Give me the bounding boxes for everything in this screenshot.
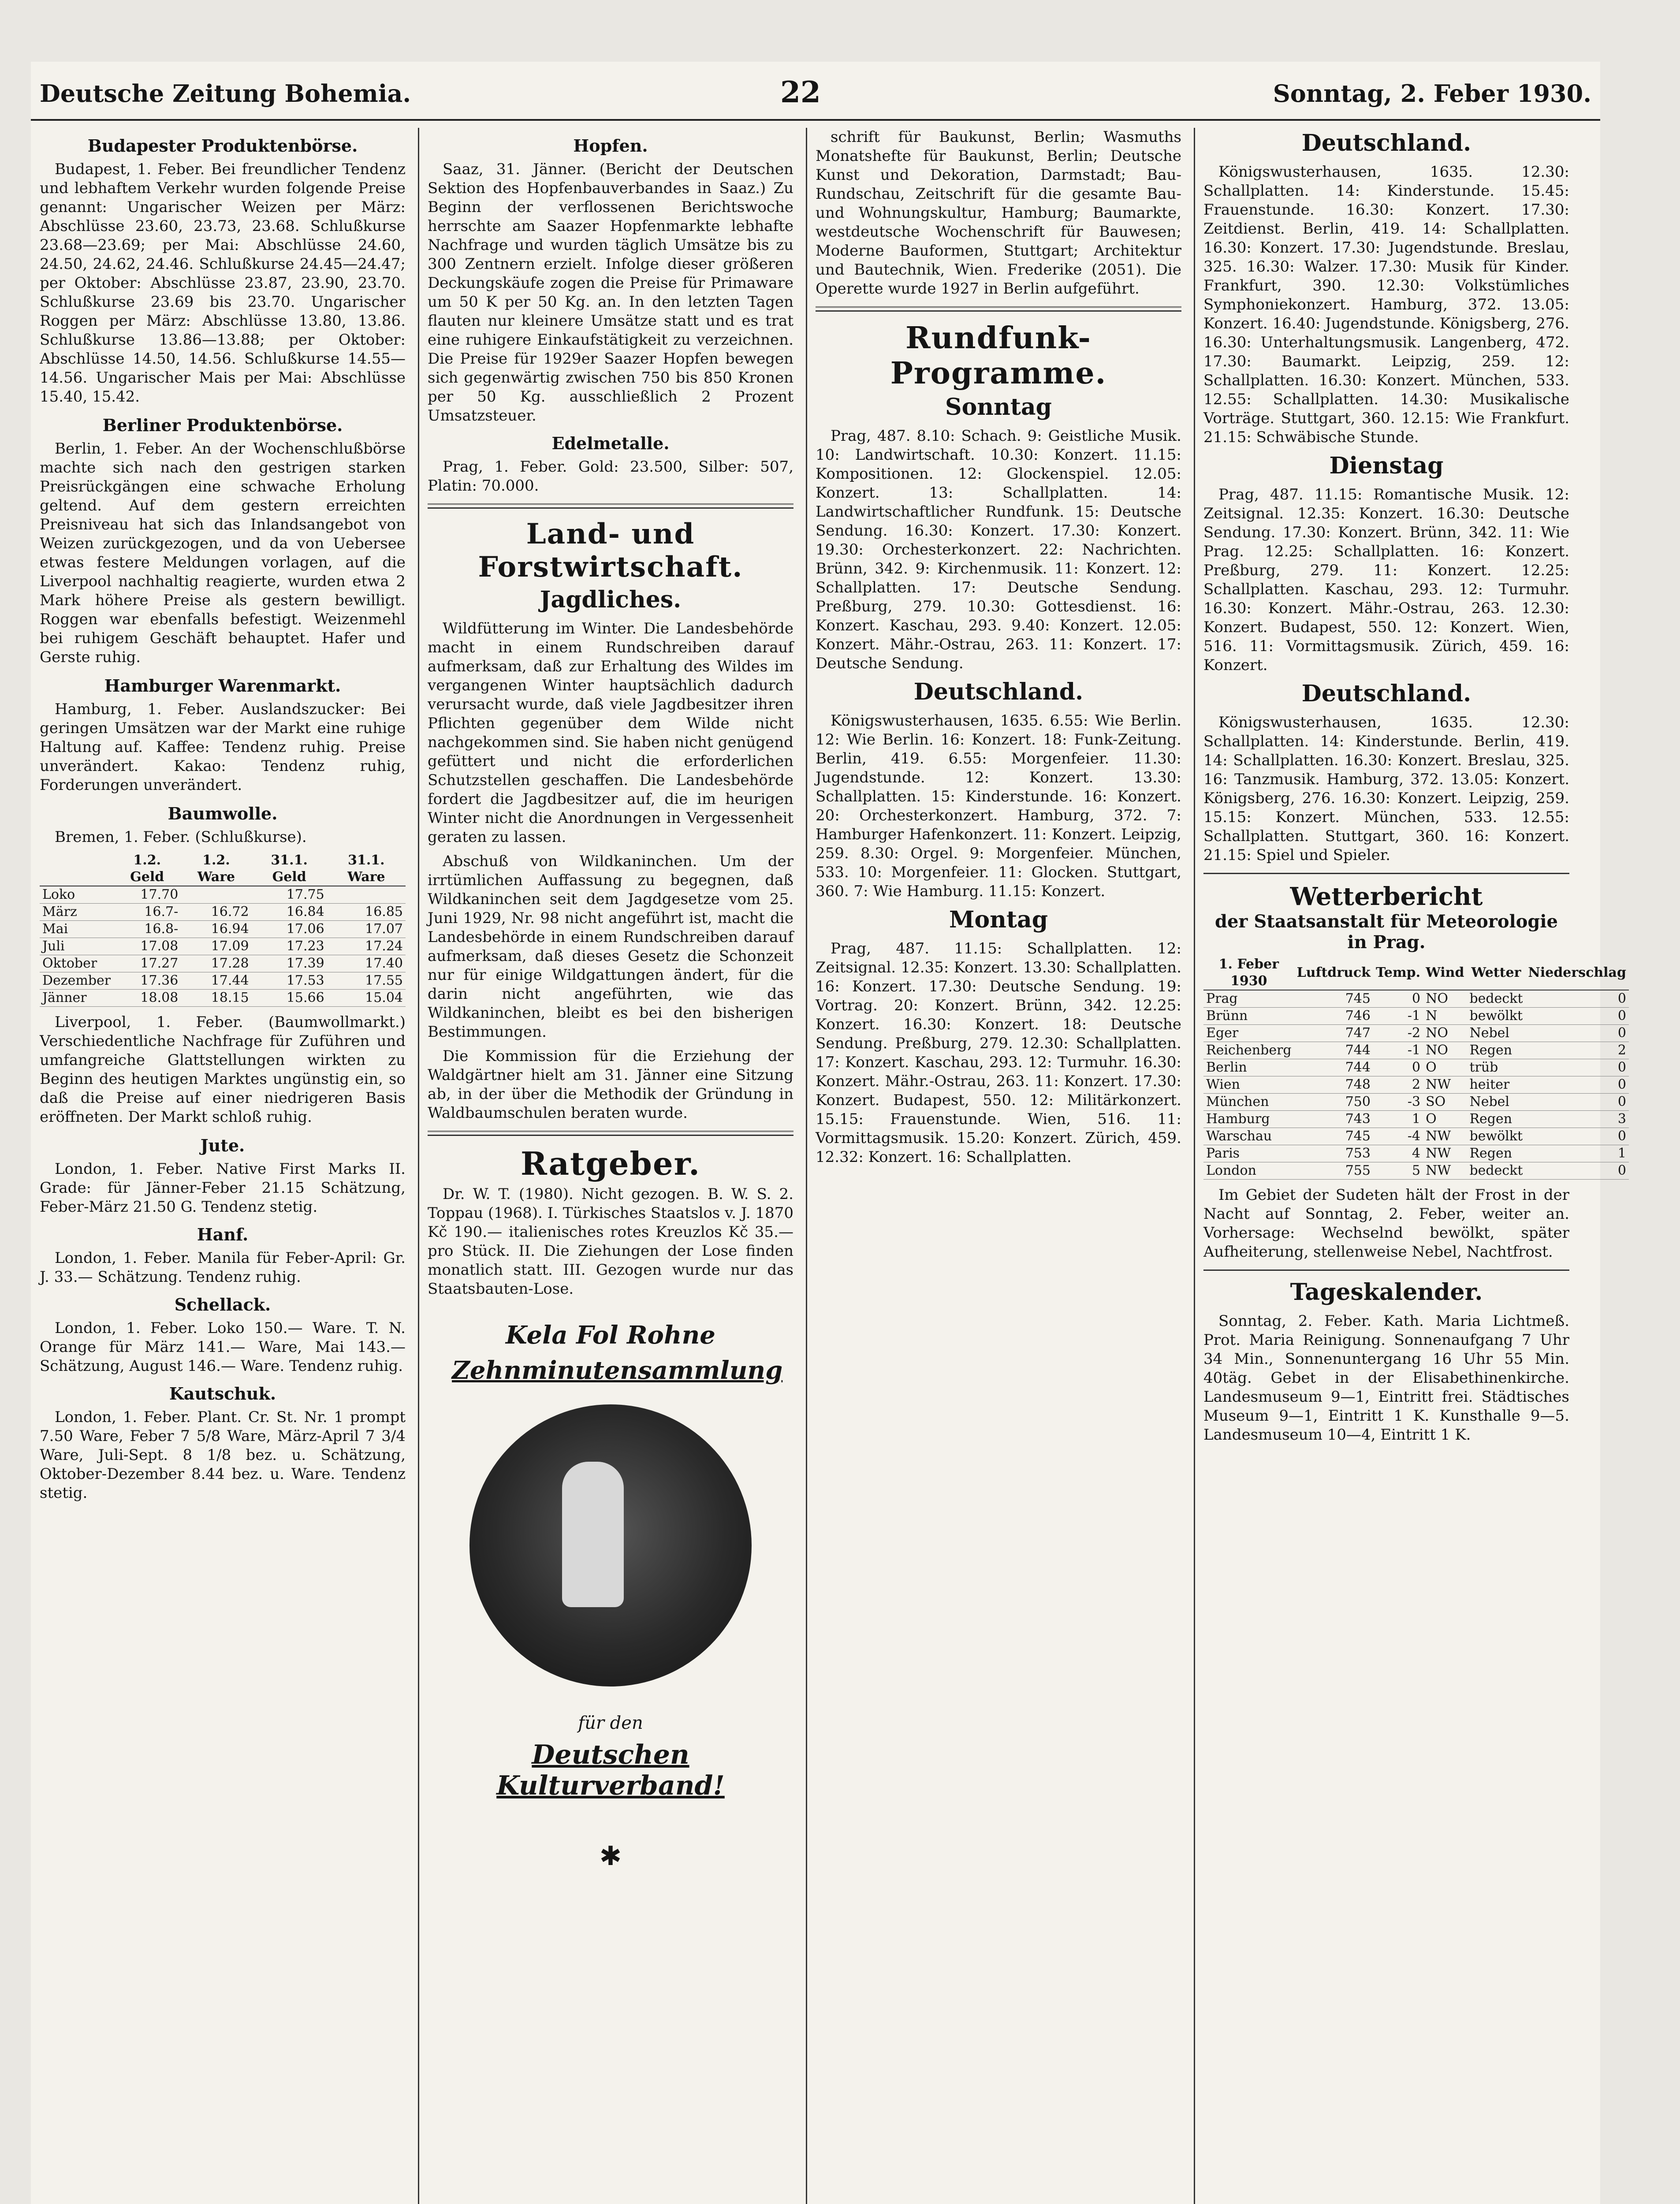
table-cell: 17.27 [113,955,181,972]
table-cell: 745 [1294,990,1373,1008]
table-cell: 745 [1294,1128,1373,1145]
table-cell: 744 [1294,1059,1373,1076]
section-divider [816,306,1181,312]
table-cell: 0 [1525,990,1629,1008]
table-cell: 0 [1373,990,1423,1008]
asterisk-ornament: ✱ [599,1841,622,1872]
subsection-heading: Deutschland. [913,678,1084,705]
page-header [31,62,1600,121]
table-cell: Warschau [1203,1128,1294,1145]
table-row [40,938,406,955]
table-cell: 0 [1525,1162,1629,1180]
table-cell: trüb [1467,1059,1525,1076]
subsection-heading: Deutschland. [1301,130,1471,156]
section-divider [1203,1270,1569,1271]
table-cell: 0 [1525,1025,1629,1042]
table-cell: 17.36 [113,972,181,990]
article-text: Bremen, 1. Feber. (Schlußkurse). [55,828,307,846]
ad-text: für den [578,1713,643,1733]
table-cell: O [1423,1059,1467,1076]
table-cell: 747 [1294,1025,1373,1042]
table-cell: bedeckt [1467,1162,1525,1180]
table-cell: 15.04 [327,990,406,1007]
table-cell: 4 [1373,1145,1423,1162]
subsection-heading: Montag [949,906,1048,933]
section-title: Edelmetalle. [551,433,670,453]
walking-figure-illustration [562,1462,624,1607]
table-cell: -2 [1373,1025,1423,1042]
table-row [1203,1094,1629,1111]
table-cell: 755 [1294,1162,1373,1180]
market-report [40,1136,406,1503]
article-text: Berlin, 1. Feber. An der Wochenschlußbörse machte sich nach den gestrigen starken Preisrückgängen eine schwache Erholung geltend. Auf dem gestern erreichten Preisniveau hat sich das Inlandsangebot von Weizen zurückgezogen, und da von Ueberseе etwas festere Meldungen vorlagen, auf die Liverpool nachhaltig reagierte, wurden etwa 2 Mark höhere Preise als gestern bewilligt. Roggen war ebenfalls befestigt. Weizenmehl bei ruhigem Geschäft behauptet. Hafer und Gerste ruhig. [40,440,406,666]
table-cell: NW [1423,1128,1467,1145]
table-row [1203,1111,1629,1128]
table-cell: 17.55 [327,972,406,990]
table-cell: 17.08 [113,938,181,955]
radio-schedule: Prag, 487. 8.10: Schach. 9: Geistliche Musik. 10: Landwirtschaft. 10.30: Konzert. 11.15: Kompositionen. 12: Glockenspiel. 12.05: Konzert. 13: Schallplatten. 14: Landwirtschaftlicher Rundfunk. 15: Deutsche Sendung. 16.30: Konzert. 17.30: Konzert. 19.30: Orchesterkonzert. 22: Nachrichten. Brünn, 342. 9: Kirchenmusik. 11: Konzert. 12: Schallplatten. 17: Deutsche Sendung. Preßburg, 279. 10.30: Gottesdienst. 16: Konzert. Kaschau, 293. 9.40: Konzert. 12.05: Konzert. Mähr.-Ostrau, 263. 11: Konzert. 17: Deutsche Sendung. [816,427,1181,672]
table-cell: Oktober [40,955,113,972]
subsection-heading: Sonntag [945,394,1052,421]
table-header: Luftdruck [1294,956,1373,990]
table-cell: NO [1423,1042,1467,1059]
article-text: London, 1. Feber. Loko 150.— Ware. T. N. Orange für März 141.— Ware, Mai 143.— Schätzung, August 146.— Ware. Tendenz ruhig. [40,1319,406,1375]
table-cell: 746 [1294,1008,1373,1025]
article-text: London, 1. Feber. Native First Marks II. Grade: für Jänner-Feber 21.15 Schätzung, Feber-März 21.50 G. Tendenz stetig. [40,1160,406,1216]
section-heading: Rundfunk-Programme. [890,320,1107,391]
weather-report-title: Wetterbericht [1290,882,1483,911]
table-row [1203,1042,1629,1059]
table-row [1203,1025,1629,1042]
table-cell: 1 [1525,1145,1629,1162]
table-header: 1. Feber 1930 [1203,956,1294,990]
section-divider [428,1131,793,1136]
table-cell: 16.72 [181,904,251,921]
table-cell: 17.09 [181,938,251,955]
section-title: Hanf. [197,1225,249,1244]
table-cell: 16.84 [252,904,327,921]
table-cell: 5 [1373,1162,1423,1180]
table-row [40,886,406,904]
table-cell: 16.94 [181,921,251,938]
table-cell: N [1423,1008,1467,1025]
table-row [1203,1162,1629,1180]
table-cell: heiter [1467,1076,1525,1094]
table-cell: Regen [1467,1145,1525,1162]
ad-text: Kela Fol Rohne [506,1321,715,1350]
table-cell: SO [1423,1094,1467,1111]
table-cell: Reichenberg [1203,1042,1294,1059]
table-header-row [40,852,406,886]
section-title: Kautschuk. [169,1384,276,1404]
section-title: Hopfen. [573,136,648,156]
newspaper-page [31,62,1626,2204]
table-row [40,990,406,1007]
article-text: Saaz, 31. Jänner. (Bericht der Deutschen Sektion des Hopfenbauverbandes in Saaz.) Zu Beginn der verflossenen Berichtswoche herrschte am Saazer Hopfenmarkte lebhafte Nachfrage und wurden täglich Umsätze bis zu 300 Zentnern erzielt. Infolge dieser größeren Deckungskäufe zogen die Preise für Primaware um 50 K per 50 Kg. an. In den letzten Tagen flauten nur kleinere Umsätze statt und es trat eine ruhigere Einkaufstätigkeit zu verzeichnen. Die Preise für 1929er Saazer Hopfen bewegen sich gegenwärtig zwischen 750 bis 850 Kronen per 50 Kg. ausschließlich 2 Prozent Umsatzsteuer. [428,160,793,424]
article-text: Wildfütterung im Winter. Die Landesbehörde macht in einem Rundschreiben darauf aufmerksam, daß zur Erhaltung des Wildes im vergangenen Winter hauptsächlich dadurch verursacht wurde, daß viele Jagdbesitzer ihren Pflichten gegenüber dem Wilde nicht nachgekommen sind. Sie haben nicht genügend gefüttert und nicht die erforderlichen Schutzstellen geschaffen. Die Landesbehörde fordert die Jagdbesitzer auf, die im heurigen Winter nicht die Anordnungen in Vergessenheit geraten zu lassen. [428,620,793,846]
market-report [40,136,406,406]
table-cell: 750 [1294,1094,1373,1111]
ad-text: Zehnminutensammlung [452,1356,783,1385]
market-report [40,676,406,795]
column-radio [816,128,1181,2204]
table-row [1203,1008,1629,1025]
table-cell: NO [1423,990,1467,1008]
table-cell: 0 [1373,1059,1423,1076]
table-cell: 17.06 [252,921,327,938]
column-radio-weather [1203,128,1626,2204]
article-text: Liverpool, 1. Feber. (Baumwollmarkt.) Verschiedentliche Nachfrage für Zuführen und umfangreiche Glattstellungen wirkten zu Beginn des heutigen Marktes ungünstig ein, so daß die Preise auf einer niedrigeren Basis eröffneten. Der Markt schloß ruhig. [40,1013,406,1126]
table-row [1203,1076,1629,1094]
table-header: 31.1. Geld [252,852,327,886]
table-cell: NW [1423,1076,1467,1094]
table-cell: 2 [1525,1042,1629,1059]
table-cell: 0 [1525,1008,1629,1025]
table-cell: NO [1423,1025,1467,1042]
table-cell: NW [1423,1162,1467,1180]
table-header: 1.2. Geld [113,852,181,886]
table-cell: 748 [1294,1076,1373,1094]
column-markets [40,128,406,2204]
table-row [1203,1059,1629,1076]
kulturverband-advertisement [452,1316,783,1836]
subsection-heading: Deutschland. [1301,680,1471,707]
article-text: Abschuß von Wildkaninchen. Um der irrtümlichen Auffassung zu begegnen, daß Wildkaninchen seit dem Jagdgesetze vom 25. Juni 1929, Nr. 98 nicht angeführt ist, macht die Landesbehörde in einem Rundschreiben darauf aufmerksam, daß dieses Gesetz die Schonzeit nur für einige Wildgattungen ändert, für die darin nicht angeführten, wie das Wildkaninchen, bleibt es bei den bisherigen Bestimmungen. [428,853,793,1041]
table-cell: Jänner [40,990,113,1007]
section-title: Schellack. [174,1295,271,1314]
table-row [40,904,406,921]
table-cell: bedeckt [1467,990,1525,1008]
table-cell: Prag [1203,990,1294,1008]
table-row [1203,1128,1629,1145]
newspaper-name: Deutsche Zeitung Bohemia. [40,79,411,108]
ad-text: Deutschen Kulturverband! [496,1739,725,1801]
column-rule [418,128,419,2204]
table-cell: Nebel [1467,1025,1525,1042]
cotton-price-table [40,852,406,1007]
table-cell: 17.40 [327,955,406,972]
article-text: Budapest, 1. Feber. Bei freundlicher Tendenz und lebhaftem Verkehr wurden folgende Preise genannt: Ungarischer Weizen per März: Abschlüsse 23.60, 23.73, 23.68. Schlußkurse 23.68—23.69; per Mai: Abschlüsse 24.60, 24.50, 24.62, 24.46. Schlußkurse 24.45—24.47; per Oktober: Abschlüsse 23.87, 23.90, 23.70. Schlußkurse 23.69 bis 23.70. Ungarischer Roggen per März: Abschlüsse 13.80, 13.86. Schlußkurse 13.86—13.88; per Oktober: Abschlüsse 14.50, 14.56. Schlußkurse 14.55—14.56. Ungarischer Mais per Mai: Abschlüsse 15.40, 15.42. [40,160,406,406]
table-cell: O [1423,1111,1467,1128]
section-title: Jute. [200,1136,245,1155]
table-header: 31.1. Ware [327,852,406,886]
table-cell: 17.28 [181,955,251,972]
table-cell: -1 [1373,1042,1423,1059]
table-cell: Hamburg [1203,1111,1294,1128]
radio-schedule: Königswusterhausen, 1635. 12.30: Schallplatten. 14: Kinderstunde. 15.45: Frauenstunde. 16.30: Konzert. 17.30: Zeitdienst. Berlin, 419. 14: Schallplatten. 16.30: Konzert. 17.30: Jugendstunde. Breslau, 325. 16.30: Walzer. 17.30: Musik für Kinder. Frankfurt, 390. 12.30: Volkstümliches Symphoniekonzert. Hamburg, 372. 13.05: Konzert. 16.40: Jugendstunde. Königsberg, 276. 16.30: Unterhaltungsmusik. Langenberg, 472. 17.30: Baumarkt. Leipzig, 259. 12: Schallplatten. 16.30: Konzert. München, 533. 12.55: Schallplatten. 14.30: Musikalische Vorträge. Stuttgart, 360. 12.15: Wie Frankfurt. 21.15: Schwäbische Stunde. [1203,163,1569,446]
section-heading: Ratgeber. [520,1145,701,1182]
radio-schedule: Königswusterhausen, 1635. 12.30: Schallplatten. 14: Kinderstunde. Berlin, 419. 14: Schallplatten. 16.30: Konzert. Breslau, 325. 16: Tanzmusik. Hamburg, 372. 13.05: Konzert. Königsberg, 276. 16.30: Konzert. Leipzig, 259. 15.15: Konzert. München, 533. 12.55: Schallplatten. Stuttgart, 360. 16: Konzert. 21.15: Spiel und Spieler. [1203,714,1569,864]
table-header: 1.2. Ware [181,852,251,886]
table-cell: 17.75 [252,886,327,904]
table-cell: Regen [1467,1042,1525,1059]
table-cell: 17.07 [327,921,406,938]
table-cell: 0 [1525,1128,1629,1145]
table-header [40,852,113,886]
table-row [40,972,406,990]
page-number: 22 [780,75,821,109]
table-cell: Nebel [1467,1094,1525,1111]
table-row [40,921,406,938]
table-cell: Paris [1203,1145,1294,1162]
table-cell: Berlin [1203,1059,1294,1076]
market-report [40,804,406,1127]
article-text: London, 1. Feber. Plant. Cr. St. Nr. 1 prompt 7.50 Ware, Feber 7 5/8 Ware, März-April 7 3/4 Ware, Juli-Sept. 8 1/8 bez. u. Schätzung, Oktober-Dezember 8.44 bez. u. Ware. Tendenz stetig. [40,1408,406,1502]
table-cell [327,886,406,904]
calendar-text: Sonntag, 2. Feber. Kath. Maria Lichtmeß. Prot. Maria Reinigung. Sonnenaufgang 7 Uhr 34 Min., Sonnenuntergang 16 Uhr 55 Min. 40täg. Gebet in der Elisabethinenkirche. Landesmuseum 9—1, Eintritt frei. Städtisches Museum 9—1, Eintritt 1 K. Kunsthalle 9—5. Landesmuseum 10—4, Eintritt 1 K. [1203,1312,1569,1444]
table-cell: 0 [1525,1059,1629,1076]
table-cell: Dezember [40,972,113,990]
table-cell: Regen [1467,1111,1525,1128]
table-cell: 744 [1294,1042,1373,1059]
table-cell: München [1203,1094,1294,1111]
table-cell: 16.8- [113,921,181,938]
section-divider [428,503,793,509]
table-row [1203,1145,1629,1162]
table-cell [181,886,251,904]
table-cell: -4 [1373,1128,1423,1145]
table-cell: 16.85 [327,904,406,921]
radio-schedule: Königswusterhausen, 1635. 6.55: Wie Berlin. 12: Wie Berlin. 16: Konzert. 18: Funk-Zeitung. Berlin, 419. 6.55: Morgenfeier. 11.30: Jugendstunde. 12: Konzert. 13.30: Schallplatten. 15: Kinderstunde. 16: Konzert. 20: Orchesterkonzert. Hamburg, 372. 7: Hamburger Hafenkonzert. 11: Konzert. Leipzig, 259. 8.30: Orgel. 9: Morgenfeier. München, 533. 10: Morgenfeier. 11: Glocken. Stuttgart, 360. 7: Wie Hamburg. 11.15: Konzert. [816,712,1181,900]
article-text: Die Kommission für die Erziehung der Waldgärtner hielt am 31. Jänner eine Sitzung ab, in der über die Methodik der Gründung in Waldbaumschulen beraten wurde. [428,1047,793,1122]
table-cell: Brünn [1203,1008,1294,1025]
table-row [1203,990,1629,1008]
table-header-row [1203,956,1629,990]
table-cell: 15.66 [252,990,327,1007]
table-header: Wetter [1467,956,1525,990]
table-cell: 0 [1525,1094,1629,1111]
table-cell: Eger [1203,1025,1294,1042]
table-cell: London [1203,1162,1294,1180]
table-cell: 17.23 [252,938,327,955]
table-cell: 18.08 [113,990,181,1007]
table-cell: -3 [1373,1094,1423,1111]
column-hops-agriculture [428,128,793,2204]
table-cell: Wien [1203,1076,1294,1094]
table-cell: 753 [1294,1145,1373,1162]
weather-report-subtitle: der Staatsanstalt für Meteorologie in Prag. [1215,911,1558,953]
table-header: Wind [1423,956,1467,990]
section-title: Baumwolle. [168,804,278,823]
subsection-heading: Tageskalender. [1290,1279,1483,1306]
subsection-heading: Jagdliches. [540,586,682,613]
column-rule [1194,128,1195,2204]
table-header: Niederschlag [1525,956,1629,990]
table-cell: 17.24 [327,938,406,955]
section-divider [1203,873,1569,874]
article-text: Hamburg, 1. Feber. Auslandszucker: Bei geringen Umsätzen war der Markt eine ruhige Haltung auf. Kaffee: Tendenz ruhig. Preise unverändert. Kakao: Tendenz ruhig, Forderungen unverändert. [40,700,406,794]
table-row [40,955,406,972]
article-text: Dr. W. T. (1980). Nicht gezogen. B. W. S. 2. Toppau (1968). I. Türkisches Staatslos v. J. 1870 Kč 190.— italienisches rotes Kreuzlos Kč 35.— pro Stück. II. Die Ziehungen der Lose finden monatlich statt. III. Gezogen wurde nur das Staatsbauten-Lose. [428,1185,793,1298]
section-title: Berliner Produktenbörse. [102,415,343,435]
section-title: Budapester Produktenbörse. [87,136,358,156]
table-cell: bewölkt [1467,1008,1525,1025]
article-text: Prag, 1. Feber. Gold: 23.500, Silber: 507, Platin: 70.000. [428,458,793,495]
radio-schedule: Prag, 487. 11.15: Romantische Musik. 12: Zeitsignal. 12.35: Konzert. 16.30: Deutsche Sendung. 17.30: Konzert. Brünn, 342. 11: Wie Prag. 12.25: Schallplatten. 16: Konzert. Preßburg, 279. 11: Konzert. 12.25: Schallplatten. Kaschau, 293. 12: Turmuhr. 16.30: Konzert. Mähr.-Ostrau, 263. 12.30: Konzert. Budapest, 550. 12: Konzert. Wien, 516. 11: Vormittagsmusik. Zürich, 459. 16: Konzert. [1203,486,1569,674]
radio-schedule: Prag, 487. 11.15: Schallplatten. 12: Zeitsignal. 12.35: Konzert. 13.30: Schallplatten. 16: Konzert. 17.30: Deutsche Sendung. 19: Vortrag. 20: Konzert. Brünn, 342. 12.25: Konzert. 16.30: Konzert. 18: Deutsche Sendung. Preßburg, 279. 12.30: Schallplatten. 17: Konzert. Kaschau, 293. 12: Turmuhr. 16.30: Konzert. Mähr.-Ostrau, 263. 11: Konzert. 17.30: Konzert. Budapest, 550. 12: Militärkonzert. 15.15: Frauenstunde. Wien, 516. 11: Vormittagsmusik. 15.20: Konzert. Zürich, 459. 12.32: Konzert. 16: Schallplatten. [816,940,1181,1166]
table-cell: 17.70 [113,886,181,904]
table-cell: Mai [40,921,113,938]
table-cell: 18.15 [181,990,251,1007]
table-cell: NW [1423,1145,1467,1162]
article-text: schrift für Baukunst, Berlin; Wasmuths Monatshefte für Baukunst, Berlin; Deutsche Kunst und Dekoration, Darmstadt; Bau-Rundschau, Zeitschrift für die gesamte Bau- und Wohnungskultur, Hamburg; Baumarkte, westdeutsche Wochenschrift für Bauwesen; Moderne Bauformen, Stuttgart; Architektur und Bautechnik, Wien. Frederike (2051). Die Operette wurde 1927 in Berlin aufgeführt. [816,128,1181,298]
table-cell: 17.39 [252,955,327,972]
table-cell: -1 [1373,1008,1423,1025]
table-header: Temp. [1373,956,1423,990]
table-cell: Juli [40,938,113,955]
table-cell: 2 [1373,1076,1423,1094]
weather-forecast-text: Im Gebiet der Sudeten hält der Frost in der Nacht auf Sonntag, 2. Feber, weiter an. Vorhersage: Wechselnd bewölkt, später Aufheiterung, stellenweise Nebel, Nachtfrost. [1203,1186,1569,1261]
table-cell: 16.7- [113,904,181,921]
issue-date: Sonntag, 2. Feber 1930. [1273,79,1591,108]
table-cell: 17.44 [181,972,251,990]
article-text: London, 1. Feber. Manila für Feber-April: Gr. J. 33.— Schätzung. Tendenz ruhig. [40,1249,406,1286]
table-cell: 0 [1525,1076,1629,1094]
market-report [40,415,406,667]
table-cell: Loko [40,886,113,904]
table-cell: 17.53 [252,972,327,990]
table-cell: bewölkt [1467,1128,1525,1145]
table-cell: März [40,904,113,921]
table-cell: 3 [1525,1111,1629,1128]
table-cell: 743 [1294,1111,1373,1128]
table-cell: 1 [1373,1111,1423,1128]
weather-table [1203,956,1629,1180]
section-title: Hamburger Warenmarkt. [104,676,341,696]
section-heading: Land- und Forstwirtschaft. [478,517,743,584]
subsection-heading: Dienstag [1329,452,1444,479]
column-rule [806,128,807,2204]
